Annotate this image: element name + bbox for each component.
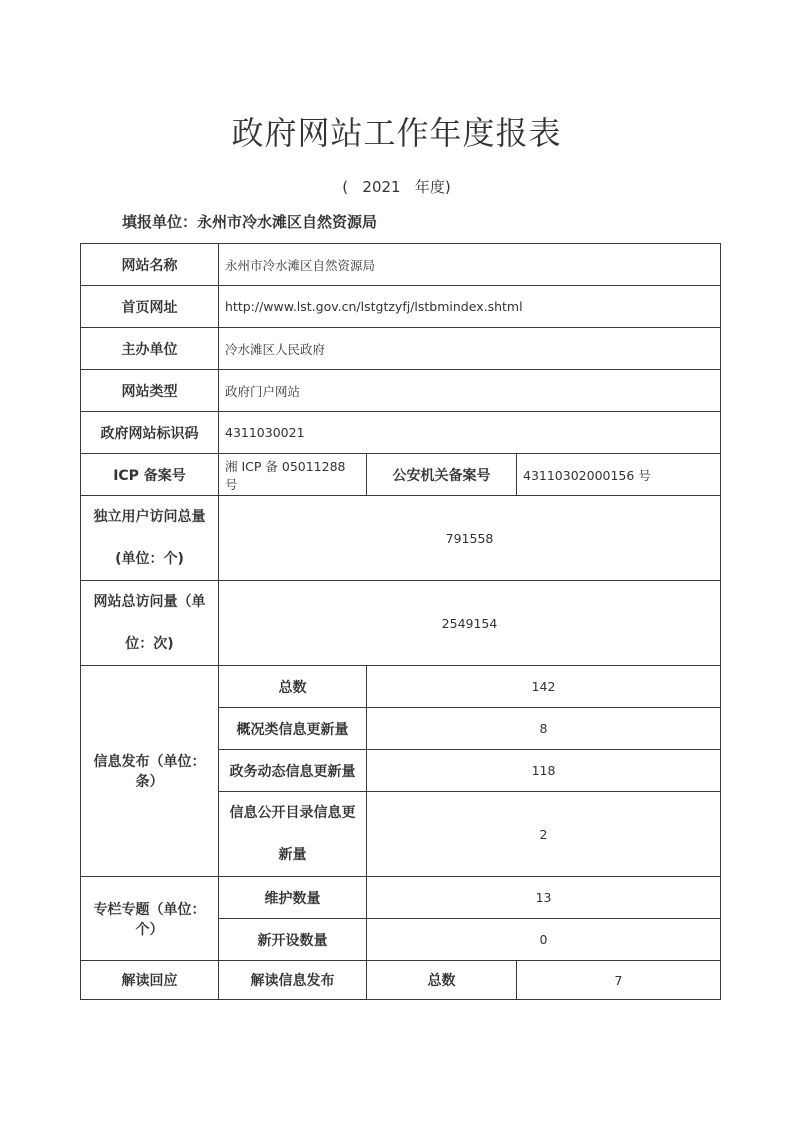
pv-value: 2549154 xyxy=(219,581,721,666)
homepage-value: http://www.lst.gov.cn/lstgtzyfj/lstbmindex.shtml xyxy=(219,286,721,328)
site-type-value: 政府门户网站 xyxy=(219,370,721,412)
info-catalog-label-line1: 信息公开目录信息更 xyxy=(229,805,356,821)
interpret-total-label: 总数 xyxy=(367,961,517,1000)
info-catalog-label-line2: 新量 xyxy=(278,847,307,863)
reporting-unit: 填报单位：永州市冷水滩区自然资源局 xyxy=(122,213,378,231)
homepage-label: 首页网址 xyxy=(81,286,219,328)
row-info-total xyxy=(81,666,721,708)
page-title: 政府网站工作年度报表 xyxy=(231,114,562,152)
uv-label-line1: 独立用户访问总量 xyxy=(93,509,206,525)
column-maintain-value: 13 xyxy=(367,877,721,919)
info-overview-label: 概况类信息更新量 xyxy=(219,708,367,750)
info-catalog-value: 2 xyxy=(367,792,721,877)
icp-label: ICP 备案号 xyxy=(81,454,219,496)
info-gov-label: 政务动态信息更新量 xyxy=(219,750,367,792)
site-type-label: 网站类型 xyxy=(81,370,219,412)
row-pv xyxy=(81,581,721,666)
row-site-type xyxy=(81,370,721,412)
info-total-label: 总数 xyxy=(219,666,367,708)
police-label: 公安机关备案号 xyxy=(367,454,517,496)
interpret-total-value: 7 xyxy=(517,961,721,1000)
row-interpret xyxy=(81,961,721,1000)
report-table xyxy=(80,243,721,1000)
police-value: 43110302000156 号 xyxy=(517,454,721,496)
column-label: 专栏专题（单位：个） xyxy=(81,877,219,961)
site-name-value: 永州市冷水滩区自然资源局 xyxy=(219,244,721,286)
interpret-label: 解读回应 xyxy=(81,961,219,1000)
pv-label-line1: 网站总访问量（单 xyxy=(93,594,206,610)
site-id-value: 4311030021 xyxy=(219,412,721,454)
report-year: ( 2021 年度) xyxy=(342,178,451,196)
sponsor-label: 主办单位 xyxy=(81,328,219,370)
icp-value: 湘 ICP 备 05011288 号 xyxy=(219,454,367,496)
info-label: 信息发布（单位：条） xyxy=(81,666,219,877)
site-id-label: 政府网站标识码 xyxy=(81,412,219,454)
uv-value: 791558 xyxy=(219,496,721,581)
column-new-value: 0 xyxy=(367,919,721,961)
uv-label xyxy=(81,496,219,581)
row-column-maintain xyxy=(81,877,721,919)
sponsor-value: 冷水滩区人民政府 xyxy=(219,328,721,370)
pv-label xyxy=(81,581,219,666)
row-site-id xyxy=(81,412,721,454)
info-overview-value: 8 xyxy=(367,708,721,750)
row-icp xyxy=(81,454,721,496)
row-site-name xyxy=(81,244,721,286)
info-total-value: 142 xyxy=(367,666,721,708)
column-new-label: 新开设数量 xyxy=(219,919,367,961)
interpret-sub-label: 解读信息发布 xyxy=(219,961,367,1000)
row-sponsor xyxy=(81,328,721,370)
row-uv xyxy=(81,496,721,581)
row-homepage xyxy=(81,286,721,328)
uv-label-line2: (单位：个) xyxy=(115,551,184,567)
column-maintain-label: 维护数量 xyxy=(219,877,367,919)
info-gov-value: 118 xyxy=(367,750,721,792)
site-name-label: 网站名称 xyxy=(81,244,219,286)
pv-label-line2: 位：次) xyxy=(125,636,174,652)
info-catalog-label xyxy=(219,792,367,877)
